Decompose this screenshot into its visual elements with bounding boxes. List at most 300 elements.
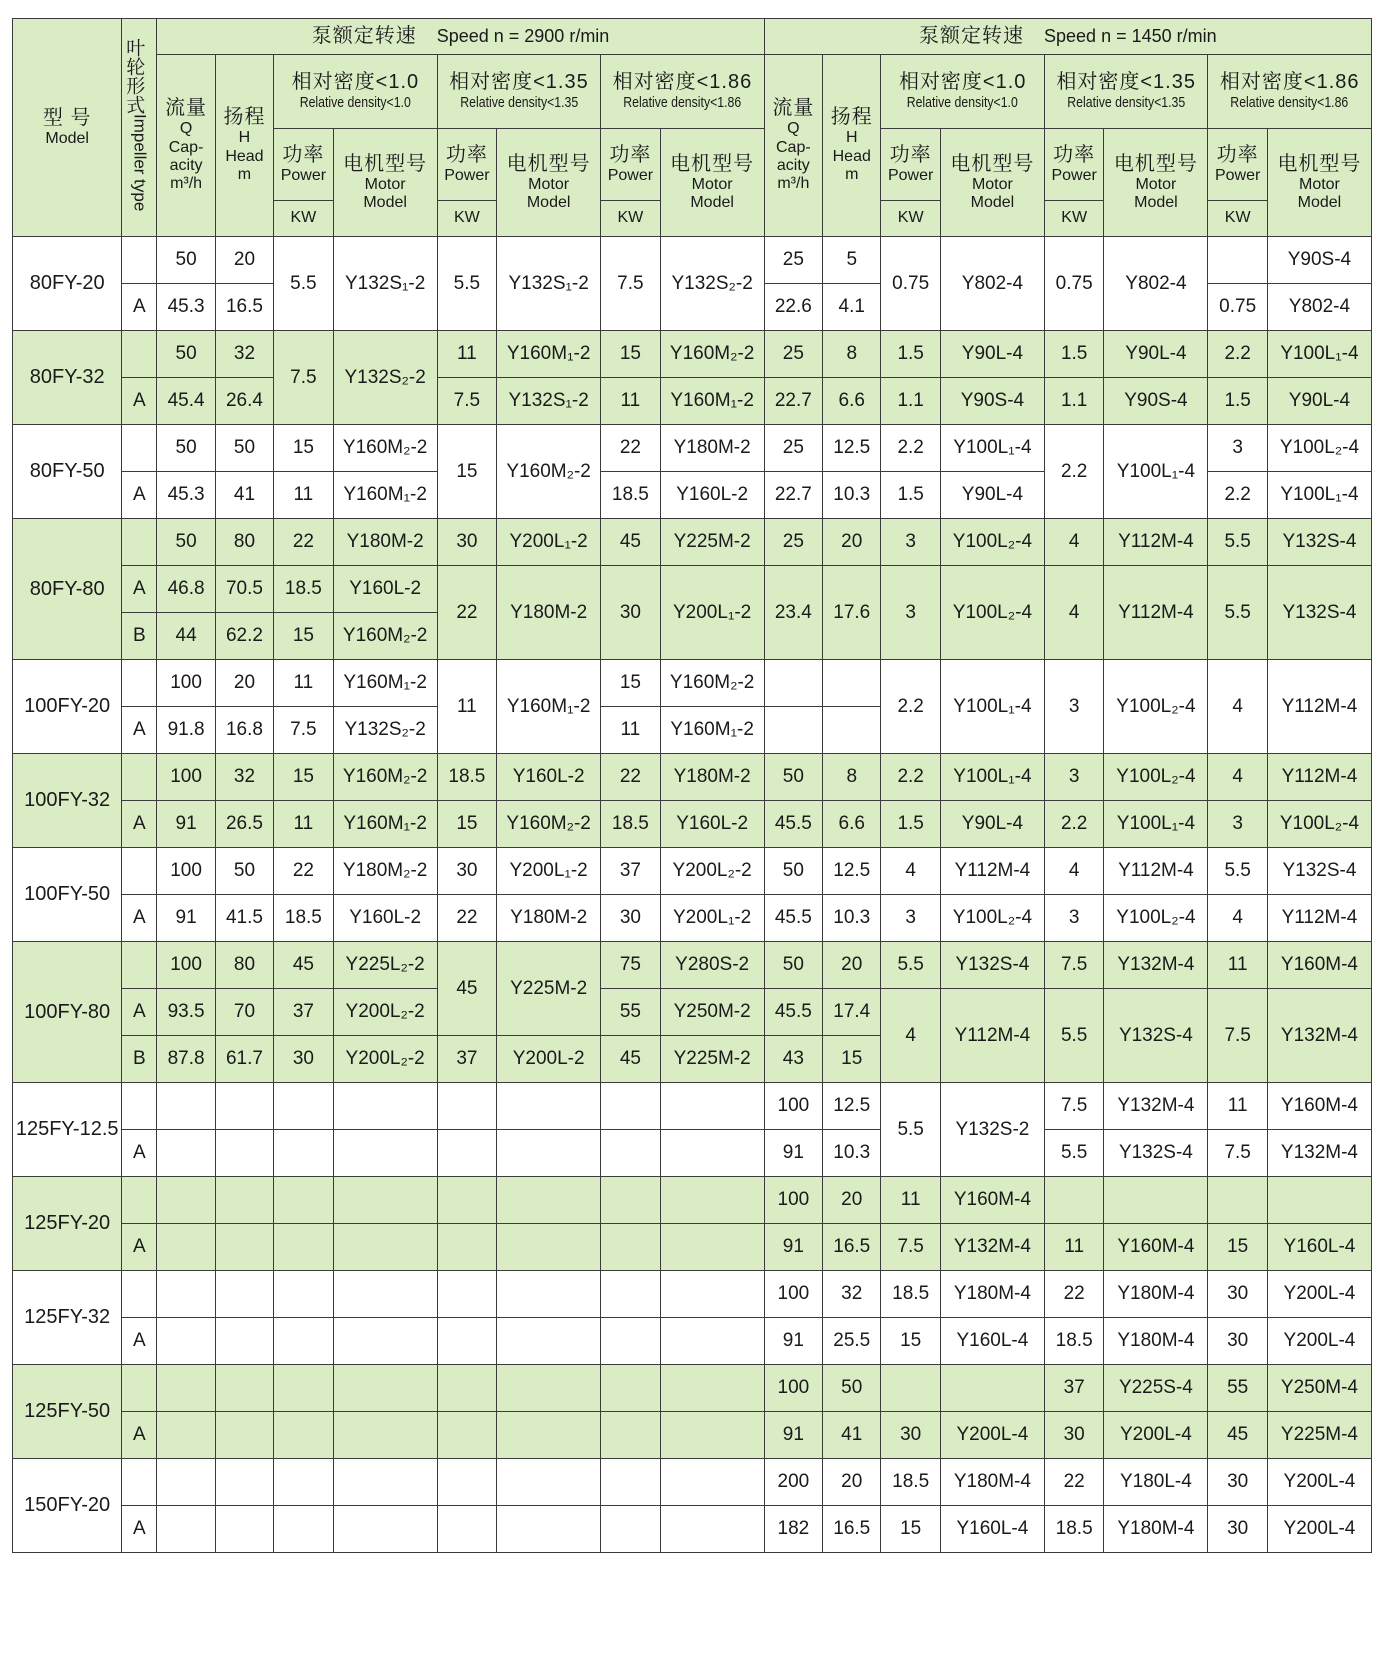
head-cell: 17.4 bbox=[823, 989, 881, 1036]
impeller-type-cell bbox=[122, 1083, 157, 1130]
motor-cell: Y160M₂-2 bbox=[660, 660, 764, 707]
power-cell: 15 bbox=[437, 425, 496, 519]
motor-cell: Y112M-4 bbox=[1267, 895, 1371, 942]
motor-cell bbox=[333, 1506, 437, 1553]
motor-cell bbox=[497, 1365, 601, 1412]
head-header-1450: 扬程 H Head m bbox=[823, 55, 881, 237]
capacity-cell bbox=[157, 1083, 215, 1130]
density-header-2-2900: 相对密度<1.35 Relative density<1.35 bbox=[437, 55, 601, 129]
head-cell: 15 bbox=[823, 1036, 881, 1083]
motor-model-header: 电机型号 Motor Model bbox=[1267, 129, 1371, 237]
power-cell bbox=[274, 1224, 333, 1271]
motor-cell: Y112M-4 bbox=[1267, 754, 1371, 801]
capacity-cell: 100 bbox=[157, 848, 215, 895]
head-cell: 20 bbox=[823, 942, 881, 989]
motor-cell bbox=[660, 1412, 764, 1459]
power-cell: 4 bbox=[1208, 754, 1267, 801]
power-cell bbox=[437, 1365, 496, 1412]
impeller-type-cell bbox=[122, 1365, 157, 1412]
capacity-cell: 100 bbox=[764, 1365, 822, 1412]
model-cell: 100FY-20 bbox=[13, 660, 122, 754]
power-unit-header: KW bbox=[437, 201, 496, 237]
table-row bbox=[13, 1271, 1372, 1318]
motor-cell: Y160L-4 bbox=[940, 1318, 1044, 1365]
power-cell: 1.5 bbox=[1208, 378, 1267, 425]
model-cell: 80FY-50 bbox=[13, 425, 122, 519]
motor-cell: Y100L₂-4 bbox=[1267, 801, 1371, 848]
motor-cell: Y160L-2 bbox=[497, 754, 601, 801]
table-row bbox=[13, 1318, 1372, 1365]
head-cell: 10.3 bbox=[823, 1130, 881, 1177]
motor-cell: Y180M-2 bbox=[497, 566, 601, 660]
power-cell: 18.5 bbox=[881, 1459, 940, 1506]
capacity-cell: 91.8 bbox=[157, 707, 215, 754]
power-cell: 7.5 bbox=[1208, 1130, 1267, 1177]
head-cell: 32 bbox=[823, 1271, 881, 1318]
capacity-cell bbox=[764, 707, 822, 754]
motor-cell: Y100L₂-4 bbox=[1267, 425, 1371, 472]
head-cell: 12.5 bbox=[823, 425, 881, 472]
capacity-cell bbox=[157, 1365, 215, 1412]
impeller-type-cell bbox=[122, 754, 157, 801]
power-cell: 4 bbox=[1044, 519, 1103, 566]
head-cell: 50 bbox=[215, 848, 273, 895]
power-cell: 75 bbox=[601, 942, 660, 989]
power-cell: 30 bbox=[1208, 1506, 1267, 1553]
motor-cell bbox=[333, 1271, 437, 1318]
power-cell: 45 bbox=[601, 1036, 660, 1083]
power-cell: 22 bbox=[437, 566, 496, 660]
head-cell: 80 bbox=[215, 519, 273, 566]
motor-cell: Y200L-4 bbox=[1267, 1318, 1371, 1365]
model-cell: 100FY-80 bbox=[13, 942, 122, 1083]
power-cell: 18.5 bbox=[1044, 1318, 1103, 1365]
motor-cell bbox=[660, 1177, 764, 1224]
power-cell: 1.1 bbox=[881, 378, 940, 425]
capacity-cell: 46.8 bbox=[157, 566, 215, 613]
head-cell: 16.5 bbox=[823, 1506, 881, 1553]
table-row bbox=[13, 801, 1372, 848]
power-cell: 2.2 bbox=[1044, 801, 1103, 848]
power-cell: 30 bbox=[601, 566, 660, 660]
motor-cell: Y200L-4 bbox=[1104, 1412, 1208, 1459]
capacity-cell: 91 bbox=[764, 1318, 822, 1365]
head-cell: 5 bbox=[823, 237, 881, 284]
motor-cell: Y132M-4 bbox=[1267, 1130, 1371, 1177]
capacity-cell: 100 bbox=[764, 1177, 822, 1224]
motor-cell: Y200L-2 bbox=[497, 1036, 601, 1083]
power-cell: 7.5 bbox=[1208, 989, 1267, 1083]
power-cell: 22 bbox=[1044, 1271, 1103, 1318]
motor-cell: Y100L₁-4 bbox=[1267, 331, 1371, 378]
head-cell: 10.3 bbox=[823, 895, 881, 942]
impeller-type-cell bbox=[122, 425, 157, 472]
motor-cell: Y225M-4 bbox=[1267, 1412, 1371, 1459]
motor-cell: Y100L₁-4 bbox=[940, 754, 1044, 801]
impeller-type-cell: A bbox=[122, 566, 157, 613]
head-cell: 41 bbox=[823, 1412, 881, 1459]
motor-cell: Y160L-2 bbox=[660, 801, 764, 848]
power-cell: 18.5 bbox=[1044, 1506, 1103, 1553]
motor-cell: Y90S-4 bbox=[1267, 237, 1371, 284]
impeller-type-cell: A bbox=[122, 707, 157, 754]
power-cell: 5.5 bbox=[881, 1083, 940, 1177]
head-cell: 4.1 bbox=[823, 284, 881, 331]
power-cell: 11 bbox=[437, 331, 496, 378]
capacity-cell: 100 bbox=[764, 1083, 822, 1130]
motor-cell: Y160L-2 bbox=[660, 472, 764, 519]
motor-cell bbox=[660, 1506, 764, 1553]
power-cell: 30 bbox=[601, 895, 660, 942]
capacity-cell bbox=[157, 1130, 215, 1177]
power-cell: 11 bbox=[274, 660, 333, 707]
head-cell bbox=[215, 1365, 273, 1412]
motor-cell: Y160M₂-2 bbox=[497, 801, 601, 848]
power-cell: 7.5 bbox=[601, 237, 660, 331]
motor-cell bbox=[497, 1271, 601, 1318]
head-cell bbox=[215, 1506, 273, 1553]
power-cell: 4 bbox=[881, 989, 940, 1083]
power-cell bbox=[601, 1271, 660, 1318]
capacity-cell: 50 bbox=[157, 425, 215, 472]
motor-cell: Y160M₁-2 bbox=[333, 801, 437, 848]
table-row bbox=[13, 1506, 1372, 1553]
motor-cell: Y100L₂-4 bbox=[1104, 754, 1208, 801]
motor-cell bbox=[497, 1412, 601, 1459]
motor-cell: Y132S₂-2 bbox=[660, 237, 764, 331]
power-cell: 3 bbox=[881, 566, 940, 660]
power-cell: 11 bbox=[601, 378, 660, 425]
motor-cell bbox=[497, 1318, 601, 1365]
motor-cell: Y160M₁-2 bbox=[660, 378, 764, 425]
power-cell: 45 bbox=[1208, 1412, 1267, 1459]
power-header: 功率 Power bbox=[1044, 129, 1103, 201]
motor-cell bbox=[333, 1318, 437, 1365]
motor-cell: Y180L-4 bbox=[1104, 1459, 1208, 1506]
power-cell: 5.5 bbox=[881, 942, 940, 989]
impeller-type-cell: A bbox=[122, 1412, 157, 1459]
impeller-type-cell: A bbox=[122, 801, 157, 848]
capacity-cell: 50 bbox=[764, 942, 822, 989]
capacity-cell: 23.4 bbox=[764, 566, 822, 660]
table-row bbox=[13, 378, 1372, 425]
capacity-cell: 45.3 bbox=[157, 284, 215, 331]
impeller-type-cell bbox=[122, 942, 157, 989]
motor-model-header: 电机型号 Motor Model bbox=[940, 129, 1044, 237]
impeller-type-cell: A bbox=[122, 1130, 157, 1177]
head-cell: 20 bbox=[215, 237, 273, 284]
power-cell: 4 bbox=[1044, 566, 1103, 660]
head-cell: 26.5 bbox=[215, 801, 273, 848]
motor-cell: Y225M-2 bbox=[497, 942, 601, 1036]
capacity-cell: 100 bbox=[764, 1271, 822, 1318]
head-cell: 8 bbox=[823, 754, 881, 801]
model-cell: 100FY-32 bbox=[13, 754, 122, 848]
model-cell: 125FY-20 bbox=[13, 1177, 122, 1271]
power-cell: 18.5 bbox=[881, 1271, 940, 1318]
motor-cell: Y160L-4 bbox=[940, 1506, 1044, 1553]
power-cell: 11 bbox=[1208, 1083, 1267, 1130]
capacity-cell: 45.5 bbox=[764, 895, 822, 942]
capacity-cell: 43 bbox=[764, 1036, 822, 1083]
power-cell: 15 bbox=[601, 660, 660, 707]
motor-cell: Y180M-4 bbox=[1104, 1271, 1208, 1318]
model-cell: 80FY-32 bbox=[13, 331, 122, 425]
head-cell bbox=[215, 1130, 273, 1177]
motor-cell: Y90S-4 bbox=[1104, 378, 1208, 425]
motor-cell: Y132S-4 bbox=[1104, 1130, 1208, 1177]
model-header: 型 号 Model bbox=[13, 19, 122, 237]
pump-spec-table bbox=[12, 18, 1372, 1553]
motor-cell bbox=[660, 1271, 764, 1318]
motor-cell: Y100L₂-4 bbox=[1104, 895, 1208, 942]
head-cell bbox=[215, 1318, 273, 1365]
head-cell: 61.7 bbox=[215, 1036, 273, 1083]
head-cell: 17.6 bbox=[823, 566, 881, 660]
power-cell: 18.5 bbox=[601, 801, 660, 848]
motor-cell: Y132S₂-2 bbox=[333, 331, 437, 425]
motor-cell: Y112M-4 bbox=[1104, 566, 1208, 660]
capacity-cell: 45.5 bbox=[764, 989, 822, 1036]
motor-cell bbox=[497, 1224, 601, 1271]
motor-cell: Y200L₁-2 bbox=[497, 848, 601, 895]
head-cell: 70 bbox=[215, 989, 273, 1036]
table-row bbox=[13, 1412, 1372, 1459]
capacity-cell: 91 bbox=[157, 895, 215, 942]
motor-cell: Y180M-2 bbox=[497, 895, 601, 942]
motor-cell: Y160L-2 bbox=[333, 895, 437, 942]
motor-cell: Y180M-4 bbox=[940, 1271, 1044, 1318]
density-header-2-1450: 相对密度<1.35 Relative density<1.35 bbox=[1044, 55, 1208, 129]
power-cell: 22 bbox=[1044, 1459, 1103, 1506]
head-cell: 16.5 bbox=[823, 1224, 881, 1271]
motor-cell bbox=[333, 1459, 437, 1506]
motor-cell: Y225S-4 bbox=[1104, 1365, 1208, 1412]
power-cell bbox=[274, 1365, 333, 1412]
motor-cell: Y180M-2 bbox=[660, 425, 764, 472]
power-cell bbox=[274, 1318, 333, 1365]
impeller-type-cell: A bbox=[122, 472, 157, 519]
power-cell: 11 bbox=[1208, 942, 1267, 989]
power-cell: 3 bbox=[1208, 801, 1267, 848]
power-cell bbox=[437, 1459, 496, 1506]
power-cell: 5.5 bbox=[1208, 519, 1267, 566]
motor-cell: Y132S-2 bbox=[940, 1083, 1044, 1177]
motor-cell: Y160M₂-2 bbox=[497, 425, 601, 519]
capacity-cell: 100 bbox=[157, 660, 215, 707]
capacity-header-2900: 流量 Q Cap- acity m³/h bbox=[157, 55, 215, 237]
motor-cell: Y280S-2 bbox=[660, 942, 764, 989]
motor-cell bbox=[497, 1083, 601, 1130]
motor-cell: Y132M-4 bbox=[940, 1224, 1044, 1271]
capacity-cell: 22.7 bbox=[764, 472, 822, 519]
motor-cell: Y802-4 bbox=[940, 237, 1044, 331]
power-cell bbox=[274, 1177, 333, 1224]
model-cell: 80FY-20 bbox=[13, 237, 122, 331]
head-cell bbox=[823, 707, 881, 754]
capacity-cell: 25 bbox=[764, 425, 822, 472]
capacity-cell bbox=[157, 1318, 215, 1365]
motor-cell: Y160L-4 bbox=[1267, 1224, 1371, 1271]
motor-cell bbox=[497, 1130, 601, 1177]
head-cell: 32 bbox=[215, 754, 273, 801]
motor-cell bbox=[497, 1177, 601, 1224]
power-unit-header: KW bbox=[274, 201, 333, 237]
power-cell: 15 bbox=[881, 1318, 940, 1365]
power-header: 功率 Power bbox=[601, 129, 660, 201]
power-cell bbox=[601, 1177, 660, 1224]
capacity-cell bbox=[157, 1271, 215, 1318]
power-cell: 45 bbox=[437, 942, 496, 1036]
capacity-cell bbox=[157, 1459, 215, 1506]
power-cell: 30 bbox=[881, 1412, 940, 1459]
table-row bbox=[13, 989, 1372, 1036]
capacity-cell: 25 bbox=[764, 331, 822, 378]
motor-cell: Y132S-4 bbox=[940, 942, 1044, 989]
impeller-type-cell bbox=[122, 848, 157, 895]
power-cell: 11 bbox=[437, 660, 496, 754]
head-cell: 62.2 bbox=[215, 613, 273, 660]
motor-cell: Y200L₁-2 bbox=[497, 519, 601, 566]
power-cell: 37 bbox=[601, 848, 660, 895]
head-cell bbox=[215, 1271, 273, 1318]
head-cell bbox=[215, 1083, 273, 1130]
impeller-type-cell: B bbox=[122, 1036, 157, 1083]
impeller-type-cell bbox=[122, 1459, 157, 1506]
power-cell: 7.5 bbox=[1044, 942, 1103, 989]
head-cell: 16.5 bbox=[215, 284, 273, 331]
power-cell: 5.5 bbox=[1208, 566, 1267, 660]
speed-1450-header: 泵额定转速 Speed n = 1450 r/min bbox=[764, 19, 1371, 55]
motor-model-header: 电机型号 Motor Model bbox=[497, 129, 601, 237]
capacity-cell: 50 bbox=[764, 848, 822, 895]
motor-cell: Y100L₂-4 bbox=[1104, 660, 1208, 754]
model-cell: 125FY-50 bbox=[13, 1365, 122, 1459]
motor-cell: Y100L₁-4 bbox=[1104, 425, 1208, 519]
capacity-cell: 50 bbox=[157, 331, 215, 378]
table-row bbox=[13, 660, 1372, 707]
capacity-cell: 25 bbox=[764, 519, 822, 566]
motor-cell bbox=[333, 1083, 437, 1130]
power-cell: 2.2 bbox=[1208, 331, 1267, 378]
power-cell: 11 bbox=[881, 1177, 940, 1224]
speed-2900-header: 泵额定转速 Speed n = 2900 r/min bbox=[157, 19, 764, 55]
table-row bbox=[13, 566, 1372, 613]
power-unit-header: KW bbox=[601, 201, 660, 237]
power-cell: 1.5 bbox=[881, 331, 940, 378]
power-cell: 3 bbox=[881, 519, 940, 566]
power-cell: 2.2 bbox=[881, 425, 940, 472]
power-cell: 15 bbox=[274, 425, 333, 472]
capacity-cell: 50 bbox=[157, 519, 215, 566]
motor-cell: Y132M-4 bbox=[1104, 942, 1208, 989]
capacity-cell bbox=[157, 1412, 215, 1459]
power-cell: 30 bbox=[1208, 1318, 1267, 1365]
density-header-3-2900: 相对密度<1.86 Relative density<1.86 bbox=[601, 55, 765, 129]
impeller-type-cell bbox=[122, 331, 157, 378]
motor-cell: Y90L-4 bbox=[940, 472, 1044, 519]
capacity-cell: 87.8 bbox=[157, 1036, 215, 1083]
motor-cell: Y160M-4 bbox=[1267, 1083, 1371, 1130]
head-cell: 50 bbox=[215, 425, 273, 472]
power-cell bbox=[437, 1224, 496, 1271]
power-cell: 5.5 bbox=[274, 237, 333, 331]
power-cell bbox=[274, 1083, 333, 1130]
motor-cell: Y160M-4 bbox=[1267, 942, 1371, 989]
capacity-cell: 93.5 bbox=[157, 989, 215, 1036]
motor-cell: Y132S₁-2 bbox=[497, 378, 601, 425]
power-cell: 30 bbox=[437, 848, 496, 895]
capacity-cell: 100 bbox=[157, 754, 215, 801]
head-header-2900: 扬程 H Head m bbox=[215, 55, 273, 237]
power-cell: 7.5 bbox=[881, 1224, 940, 1271]
motor-cell: Y90L-4 bbox=[1104, 331, 1208, 378]
motor-cell: Y160M-4 bbox=[1104, 1224, 1208, 1271]
head-cell: 50 bbox=[823, 1365, 881, 1412]
power-cell: 3 bbox=[881, 895, 940, 942]
table-row bbox=[13, 519, 1372, 566]
head-cell: 70.5 bbox=[215, 566, 273, 613]
capacity-cell: 22.7 bbox=[764, 378, 822, 425]
motor-cell: Y160M₁-2 bbox=[497, 331, 601, 378]
motor-cell: Y200L₂-2 bbox=[333, 989, 437, 1036]
power-cell bbox=[437, 1177, 496, 1224]
motor-cell: Y160M-4 bbox=[940, 1177, 1044, 1224]
power-cell bbox=[437, 1083, 496, 1130]
motor-cell: Y132S₁-2 bbox=[333, 237, 437, 331]
power-cell: 1.5 bbox=[1044, 331, 1103, 378]
power-unit-header: KW bbox=[1208, 201, 1267, 237]
motor-cell: Y180M-2 bbox=[333, 519, 437, 566]
head-cell: 80 bbox=[215, 942, 273, 989]
motor-cell: Y160M₂-2 bbox=[660, 331, 764, 378]
power-cell: 2.2 bbox=[881, 660, 940, 754]
power-cell: 2.2 bbox=[1208, 472, 1267, 519]
impeller-type-cell: A bbox=[122, 1318, 157, 1365]
power-cell bbox=[601, 1459, 660, 1506]
motor-model-header: 电机型号 Motor Model bbox=[1104, 129, 1208, 237]
motor-cell: Y180M-2 bbox=[660, 754, 764, 801]
power-cell bbox=[601, 1318, 660, 1365]
motor-cell: Y100L₁-4 bbox=[1104, 801, 1208, 848]
power-cell: 15 bbox=[274, 754, 333, 801]
power-cell: 3 bbox=[1208, 425, 1267, 472]
head-cell: 6.6 bbox=[823, 801, 881, 848]
density-header-1-1450: 相对密度<1.0 Relative density<1.0 bbox=[881, 55, 1045, 129]
power-cell: 4 bbox=[1208, 895, 1267, 942]
motor-cell: Y160M₁-2 bbox=[660, 707, 764, 754]
motor-cell: Y132M-4 bbox=[1104, 1083, 1208, 1130]
motor-cell: Y200L-4 bbox=[940, 1412, 1044, 1459]
power-cell bbox=[274, 1412, 333, 1459]
power-header: 功率 Power bbox=[881, 129, 940, 201]
table-row bbox=[13, 895, 1372, 942]
table-row bbox=[13, 1459, 1372, 1506]
model-cell: 100FY-50 bbox=[13, 848, 122, 942]
motor-cell: Y180M-4 bbox=[940, 1459, 1044, 1506]
power-cell: 4 bbox=[881, 848, 940, 895]
head-cell: 10.3 bbox=[823, 472, 881, 519]
power-cell: 55 bbox=[1208, 1365, 1267, 1412]
power-header: 功率 Power bbox=[437, 129, 496, 201]
power-cell bbox=[437, 1412, 496, 1459]
capacity-cell: 100 bbox=[157, 942, 215, 989]
motor-cell bbox=[660, 1130, 764, 1177]
head-cell: 41.5 bbox=[215, 895, 273, 942]
head-cell: 41 bbox=[215, 472, 273, 519]
capacity-cell: 25 bbox=[764, 237, 822, 284]
head-cell: 25.5 bbox=[823, 1318, 881, 1365]
